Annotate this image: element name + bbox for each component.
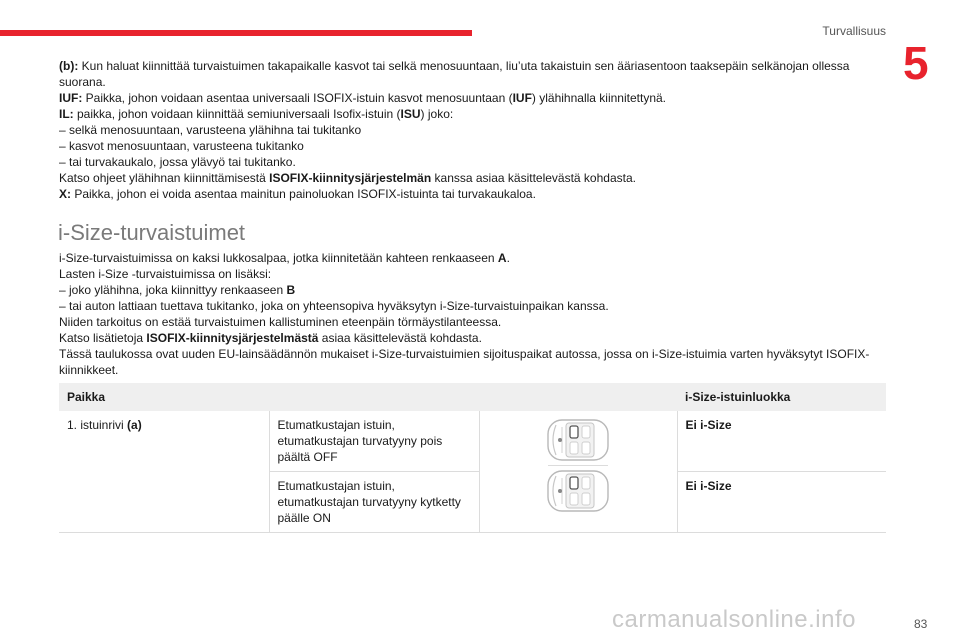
car-airbag-on-icon [546, 468, 610, 514]
row-desc: Etumatkustajan istuin, etumatkustajan turvatyyny pois päältä OFF [269, 411, 479, 472]
il-item: – selkä menosuuntaan, varusteena ylähihna tai tukitanko [59, 123, 362, 137]
ring-a-code: A [497, 251, 507, 265]
see-text: Katso ohjeet ylähihnan kiinnittämisestä [59, 171, 270, 185]
isize-item: – tai auton lattiaan tuettava tukitanko, joka on yhteensopiva hyväksytyn i-Size-turvaistuinpaikan kanssa. [59, 299, 609, 313]
chapter-number: 5 [903, 37, 929, 89]
isize-see-text: Katso lisätietoja [59, 331, 147, 345]
watermark: carmanualsonline.info [612, 606, 856, 633]
isize-item-text: – joko ylähihna, joka kiinnittyy renkaaseen [59, 283, 287, 297]
isize-table [59, 383, 886, 533]
car-airbag-off-icon [546, 417, 610, 463]
note-iuf-text: Paikka, johon voidaan asentaa universaali ISOFIX-istuin kasvot menosuuntaan ( [82, 91, 513, 105]
isize-line: Tässä taulukossa ovat uuden EU-lainsäädännön mukaiset i-Size-turvaistuimien sijoituspaikat autossa, jossa on i-Size-istuimia varten hyväksytyt ISOFIX-kiinnikkeet. [59, 347, 870, 377]
note-iuf [59, 90, 879, 106]
car-diagram-cell [479, 411, 677, 533]
note-see-isofix [59, 170, 879, 186]
note-il-label: IL: [59, 107, 74, 121]
table-header-place: Paikka [59, 383, 677, 411]
row-label-suffix: (a) [123, 418, 142, 432]
isize-see-reference: ISOFIX-kiinnitysjärjestelmästä [146, 331, 319, 345]
see-reference: ISOFIX-kiinnitysjärjestelmän [269, 171, 432, 185]
intro-block [59, 58, 879, 202]
row-value: Ei i-Size [677, 411, 886, 472]
note-il-text: paikka, johon voidaan kiinnittää semiuniversaali Isofix-istuin ( [73, 107, 401, 121]
note-il [59, 106, 879, 122]
isize-heading: i-Size-turvaistuimet [58, 220, 246, 245]
isize-line: Niiden tarkoitus on estää turvaistuimen kallistuminen eteenpäin törmäystilanteessa. [59, 315, 502, 329]
note-x [59, 186, 879, 202]
note-b-text: Kun haluat kiinnittää turvaistuimen takapaikalle kasvot tai selkä menosuuntaan, liu’uta takaistuin sen ääriasentoon taaksepäin selkänojan ollessa suorana. [59, 59, 850, 89]
car-diagram-divider [548, 465, 608, 466]
ring-b-code: B [286, 283, 296, 297]
header-accent-bar [0, 30, 472, 36]
note-b [59, 58, 879, 90]
il-item: – kasvot menosuuntaan, varusteena tukitanko [59, 139, 304, 153]
note-x-label: X: [59, 187, 71, 201]
isize-line-text: i-Size-turvaistuimissa on kaksi lukkosalpaa, jotka kiinnitetään kahteen renkaaseen [59, 251, 498, 265]
table-header-class: i-Size-istuinluokka [677, 383, 886, 411]
note-x-text: Paikka, johon ei voida asentaa mainitun painoluokan ISOFIX-istuinta tai turvakaukaloa. [71, 187, 536, 201]
note-iuf-code: IUF [512, 91, 532, 105]
table-header-row [59, 383, 886, 411]
table-row [59, 411, 886, 472]
isize-block [59, 250, 879, 378]
isize-line-end: . [506, 251, 510, 265]
section-title: Turvallisuus [822, 24, 886, 38]
row-label-cell [59, 411, 269, 533]
note-il-code: ISU [400, 107, 421, 121]
note-b-label: (b): [59, 59, 79, 73]
isize-line: Lasten i-Size -turvaistuimissa on lisäksi: [59, 267, 272, 281]
isize-see [59, 330, 879, 346]
isize-see-text-end: asiaa käsittelevästä kohdasta. [318, 331, 482, 345]
note-iuf-label: IUF: [59, 91, 83, 105]
note-iuf-text-end: ) ylähihnalla kiinnitettynä. [531, 91, 666, 105]
isize-line [59, 250, 879, 266]
note-il-text-end: ) joko: [420, 107, 454, 121]
see-text-end: kanssa asiaa käsittelevästä kohdasta. [431, 171, 636, 185]
row-value: Ei i-Size [677, 472, 886, 533]
il-item: – tai turvakaukalo, jossa ylävyö tai tukitanko. [59, 155, 296, 169]
row-desc: Etumatkustajan istuin, etumatkustajan turvatyyny kytketty päälle ON [269, 472, 479, 533]
row-label: 1. istuinrivi [67, 418, 124, 432]
isize-item [59, 282, 879, 298]
page-number: 83 [914, 617, 928, 631]
